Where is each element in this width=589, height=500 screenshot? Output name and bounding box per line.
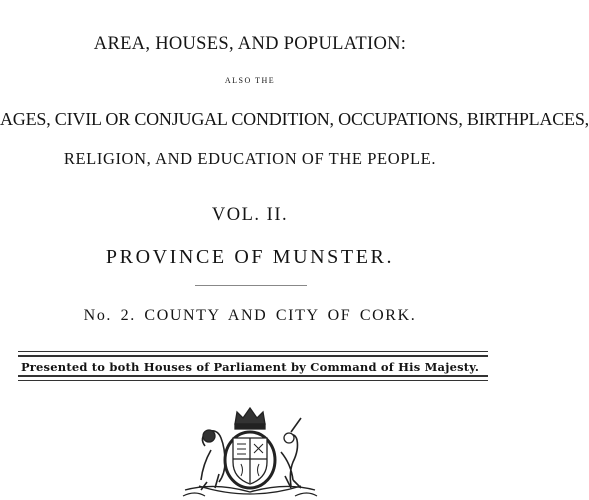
divider-top-thin [18,351,488,352]
part-title: No. 2. COUNTY AND CITY OF CORK. [83,307,417,324]
province-title: PROVINCE OF MUNSTER. [105,246,395,268]
royal-coat-of-arms-icon [175,402,325,500]
volume-label: VOL. II. [211,205,289,225]
divider-bottom-thin [18,380,488,381]
title-line-4: RELIGION, AND EDUCATION OF THE PEOPLE. [63,149,437,168]
presented-statement: Presented to both Houses of Parliament by Command of His Majesty. [20,360,480,374]
divider-top-thick [18,355,488,357]
title-line-2: ALSO THE [224,76,276,85]
short-divider [195,285,307,286]
divider-bottom-thick [18,375,488,377]
title-line-3: AGES, CIVIL OR CONJUGAL CONDITION, OCCUPATIONS, BIRTHPLACES, [0,109,589,129]
title-line-1: AREA, HOUSES, AND POPULATION: [93,34,407,54]
